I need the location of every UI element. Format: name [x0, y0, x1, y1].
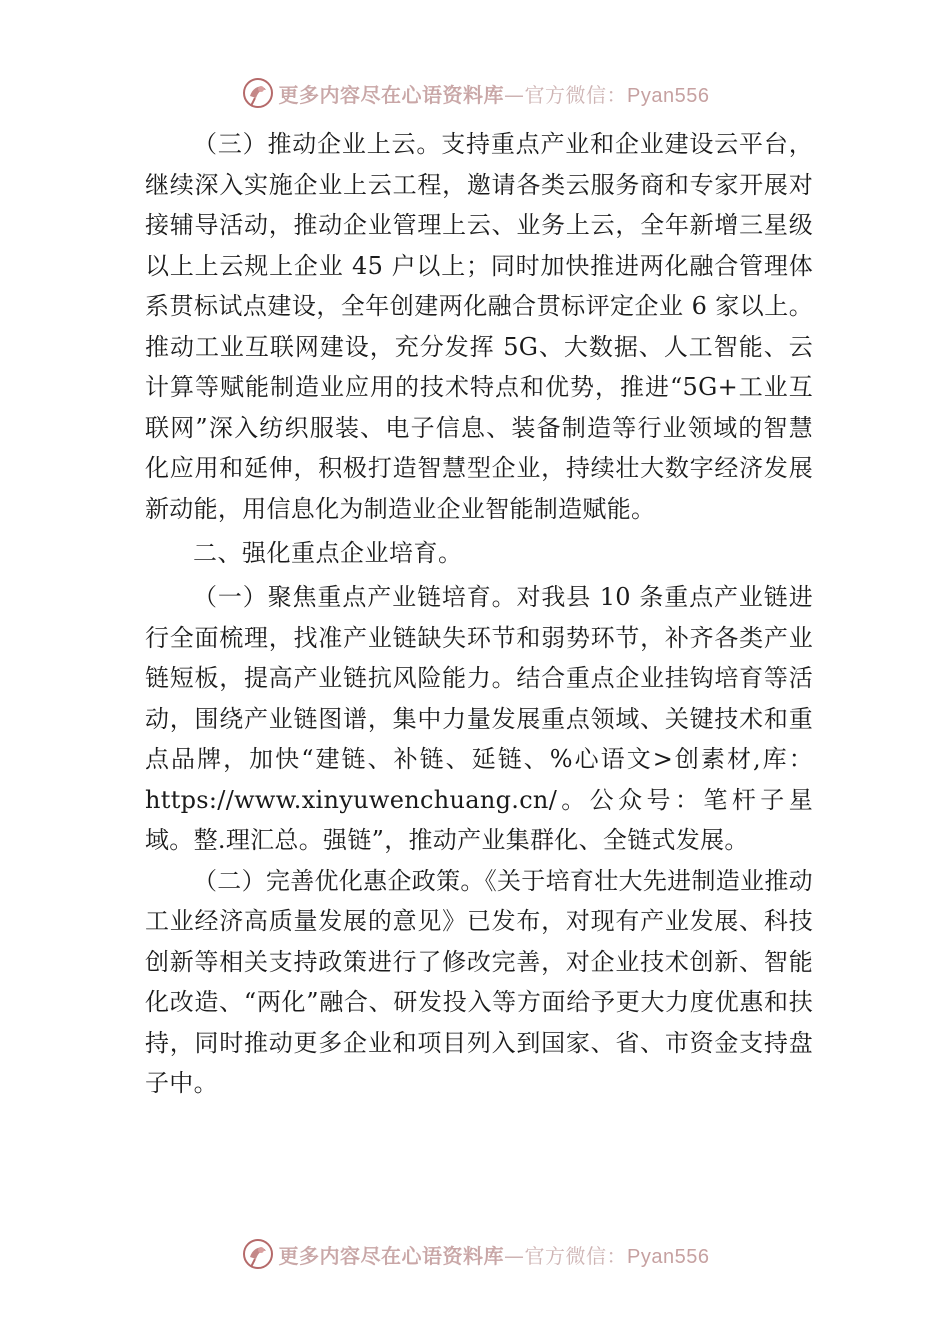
watermark-account: Pyan556: [627, 1245, 710, 1268]
heading-strengthen-key-enterprises: 二、强化重点企业培育。: [193, 539, 463, 567]
watermark-wechat-label: 官方微信：: [524, 82, 628, 107]
document-body: [145, 124, 813, 1104]
watermark-banner-bottom: [0, 1232, 950, 1276]
watermark-wechat-label: 官方微信：: [524, 1243, 628, 1268]
watermark-library-text: 更多内容尽在心语资料库: [278, 82, 505, 107]
rose-logo-icon: [241, 76, 275, 110]
paragraph-section-3: （三）推动企业上云。支持重点产业和企业建设云平台，继续深入实施企业上云工程，邀请各类云服务商和专家开展对接辅导活动，推动企业管理上云、业务上云，全年新增三星级以上上云规上企业 45 户以上；同时加快推进两化融合管理体系贯标试点建设，全年创建两化融合贯标评定企业 6 家以上。推动工业互联网建设，充分发挥 5G、大数据、人工智能、云计算等赋能制造业应用的技术特点和优势，推进“5G+工业互联网”深入纺织服装、电子信息、装备制造等行业领域的智慧化应用和延伸，积极打造智慧型企业，持续壮大数字经济发展新动能，用信息化为制造业企业智能制造赋能。: [145, 130, 813, 523]
watermark-banner-top: [0, 71, 950, 115]
paragraph-section-2-1: （一）聚焦重点产业链培育。对我县 10 条重点产业链进行全面梳理，找准产业链缺失环节和弱势环节，补齐各类产业链短板，提高产业链抗风险能力。结合重点企业挂钩培育等活动，围绕产业链图谱，集中力量发展重点领域、关键技术和重点品牌，加快“建链、补链、延链、%心语文>创素材,库：https://www.xinyuwenchuang.cn/。公众号：笔杆子星域。整.理汇总。强链”，推动产业集群化、全链式发展。: [145, 583, 813, 854]
watermark-account: Pyan556: [627, 84, 710, 107]
watermark-library-text: 更多内容尽在心语资料库: [278, 1243, 505, 1268]
watermark-dash: —: [504, 1243, 525, 1268]
paragraph-section-2-2: （二）完善优化惠企政策。《关于培育壮大先进制造业推动工业经济高质量发展的意见》已发布，对现有产业发展、科技创新等相关支持政策进行了修改完善，对企业技术创新、智能化改造、“两化”融合、研发投入等方面给予更大力度优惠和扶持，同时推动更多企业和项目列入到国家、省、市资金支持盘子中。: [145, 866, 813, 1097]
rose-logo-icon: [241, 1237, 275, 1271]
watermark-dash: —: [504, 82, 525, 107]
